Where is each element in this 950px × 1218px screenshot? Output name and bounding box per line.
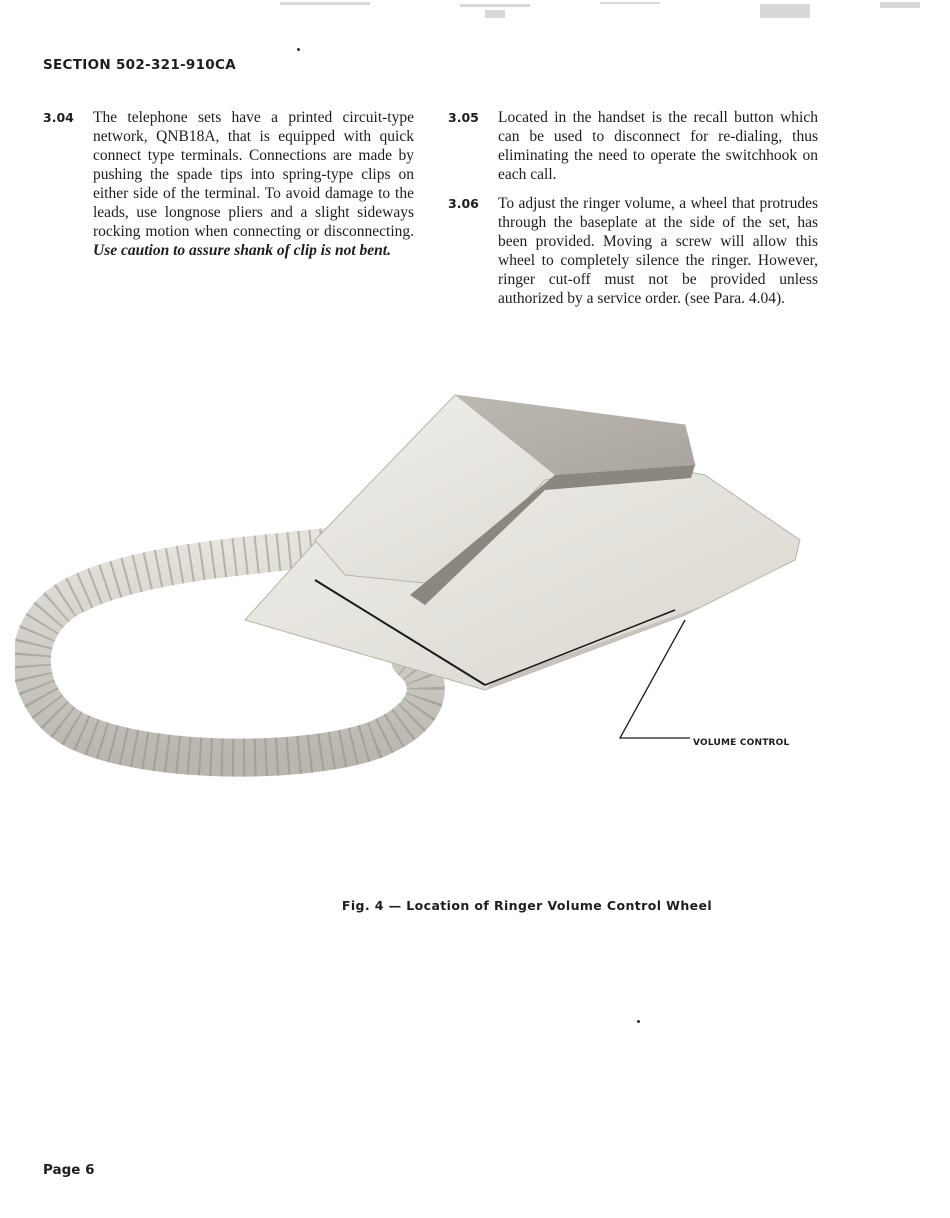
scan-speck [297,48,300,51]
left-column [43,108,414,270]
paragraph-number: 3.05 [448,110,479,125]
caution-text: Use caution to assure shank of clip is not bent. [93,242,391,259]
right-column [448,108,818,318]
page-number: Page 6 [43,1162,95,1178]
paragraph-text: Located in the handset is the recall button which can be used to disconnect for re-dialing, thus eliminating the need to operate the switchhook on each call. [498,109,818,183]
volume-control-label: VOLUME CONTROL [693,738,790,748]
paragraph-number: 3.04 [43,110,74,125]
paragraph-3-06 [448,194,818,308]
figure-caption [0,898,950,913]
paragraph-text: The telephone sets have a printed circuit-type network, QNB18A, that is equipped with quick connect type terminals. Connections are made by pushing the spade tips into spring-type clips on either side of the terminal. To avoid damage to the leads, use longnose pliers and a slight sideways rocking motion when connecting or disconnecting. [93,109,414,240]
telephone-figure [15,380,825,790]
paragraph-number: 3.06 [448,196,479,211]
volume-control-leader [620,620,690,738]
paragraph-3-05 [448,108,818,184]
figure-caption-text: Fig. 4 — Location of Ringer Volume Control Wheel [341,898,713,913]
scan-speck [637,1020,640,1023]
scan-noise [0,0,950,60]
paragraph-text: To adjust the ringer volume, a wheel that protrudes through the baseplate at the side of the set, has been provided. Moving a screw will allow this wheel to completely silence the ringer. However, ringer cut-off must not be provided unless authorized by a service order. (see Para. 4.04). [498,195,818,307]
section-header: SECTION 502-321-910CA [43,57,236,73]
paragraph-3-04 [43,108,414,260]
